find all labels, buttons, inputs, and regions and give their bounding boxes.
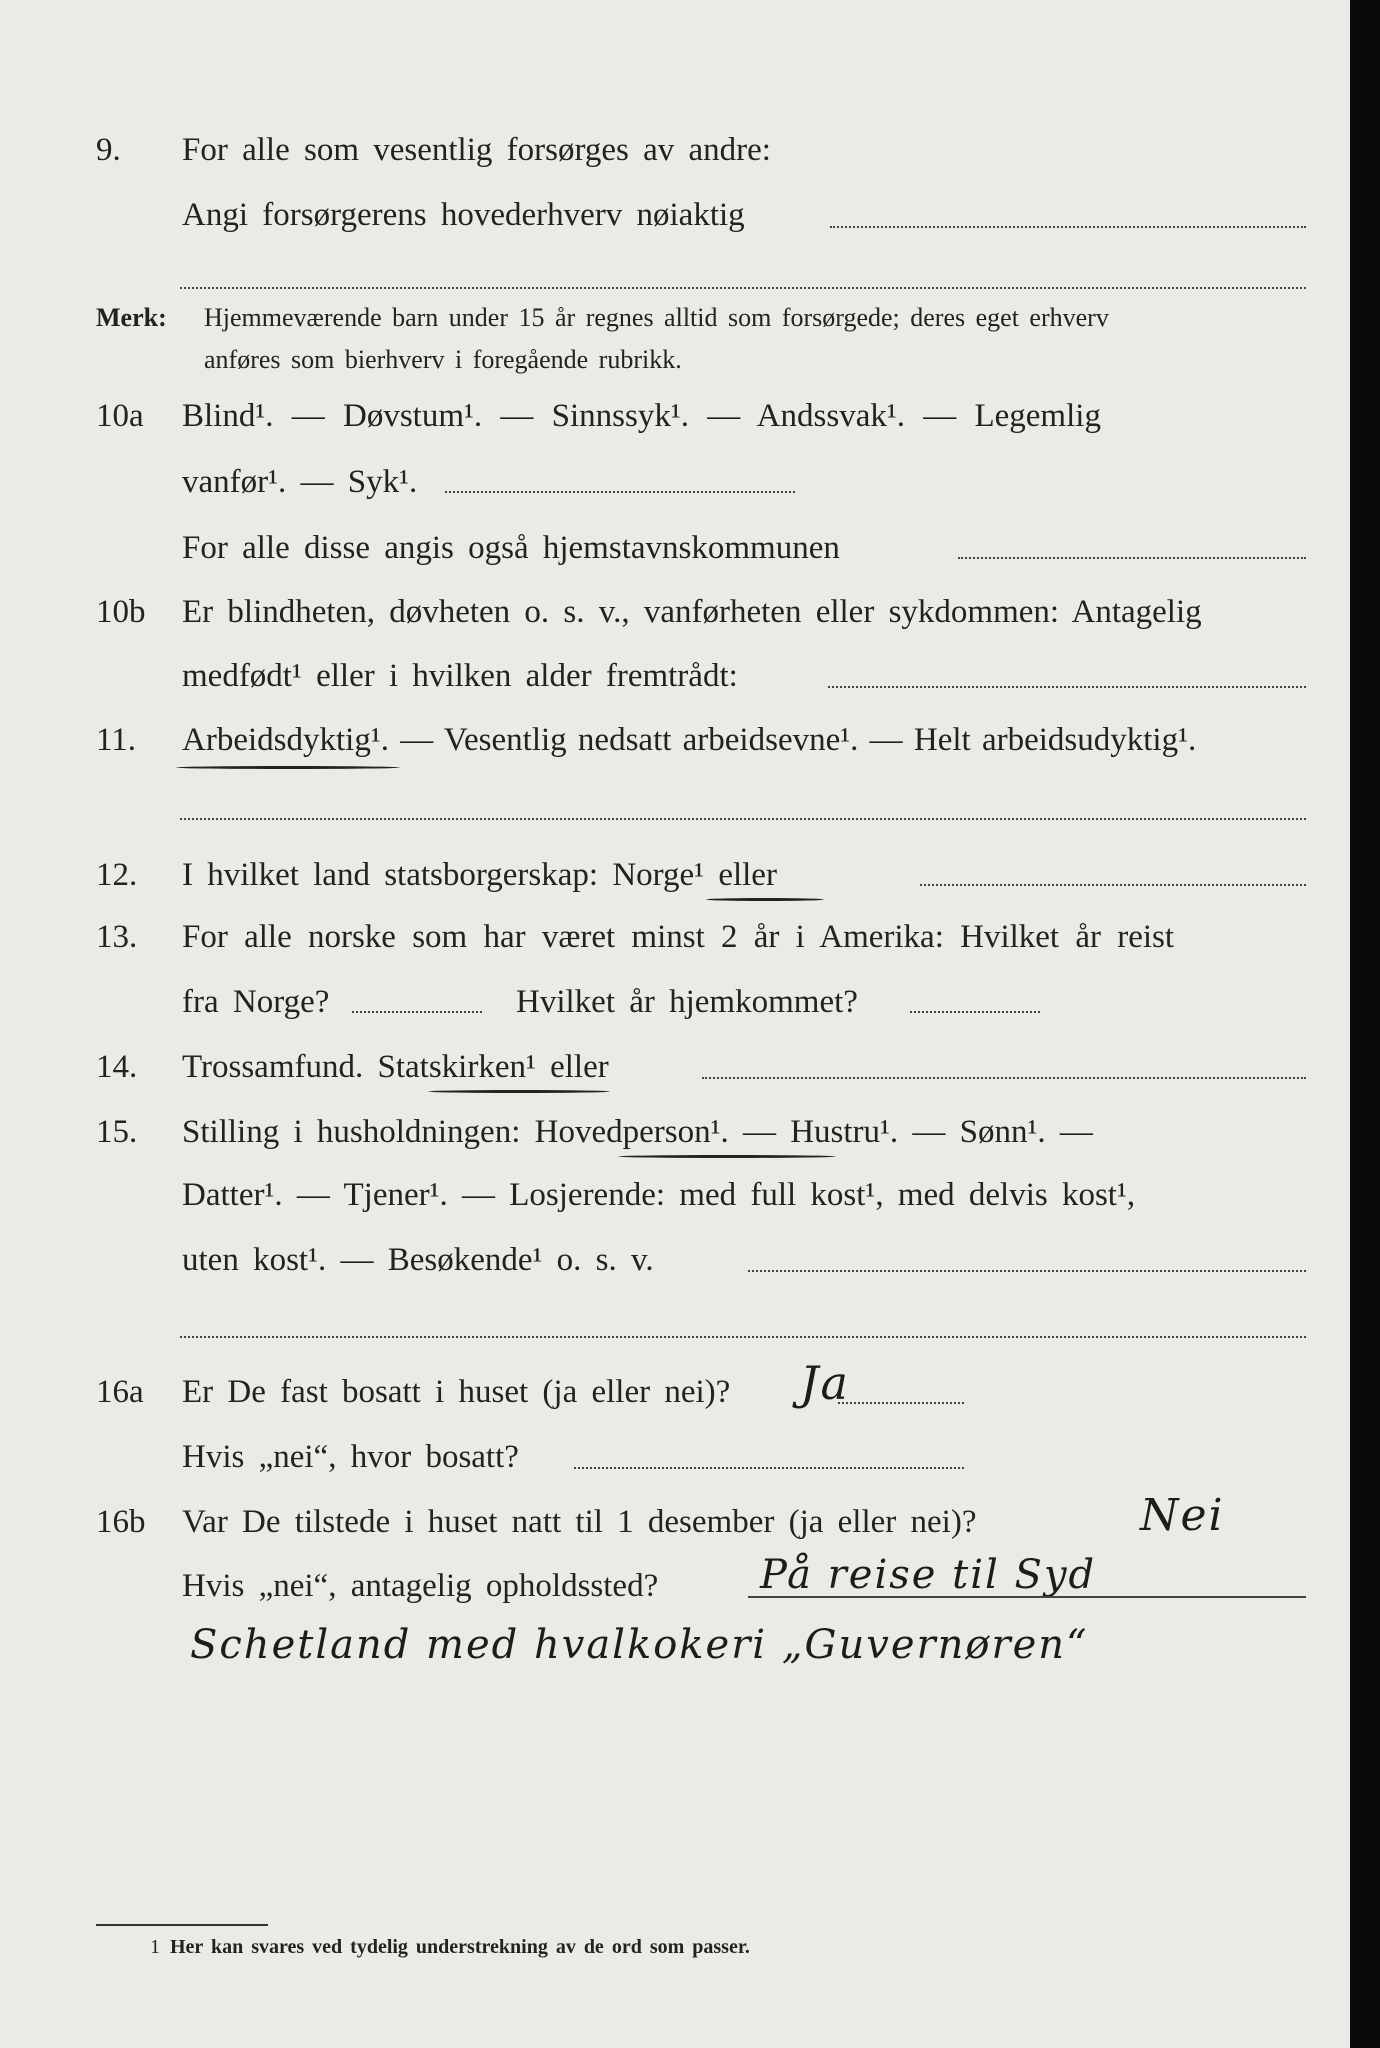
question-10a-line1: Blind¹. — Døvstum¹. — Sinnssyk¹. — Andssvak¹. — Legemlig bbox=[182, 398, 1101, 434]
footnote-text: Her kan svares ved tydelig understrekning av de ord som passer. bbox=[170, 1936, 750, 1958]
item-number-11: 11. bbox=[96, 722, 137, 758]
question-11-line1: Arbeidsdyktig¹. — Vesentlig nedsatt arbeidsevne¹. — Helt arbeidsudyktig¹. bbox=[182, 722, 1197, 758]
handwritten-answer-16b-place: På reise til Syd bbox=[760, 1552, 1097, 1598]
question-13-line1: For alle norske som har været minst 2 år i Amerika: Hvilket år reist bbox=[182, 919, 1175, 955]
answer-line-9a bbox=[830, 226, 1306, 228]
footnote-rule bbox=[96, 1924, 268, 1926]
answer-line-13-hjemkommet bbox=[910, 1011, 1040, 1013]
answer-line-16a bbox=[838, 1402, 964, 1404]
item-number-10b: 10b bbox=[96, 594, 146, 630]
item-number-16b: 16b bbox=[96, 1504, 146, 1540]
question-15-line2: Datter¹. — Tjener¹. — Losjerende: med full kost¹, med delvis kost¹, bbox=[182, 1177, 1136, 1213]
question-9-line1: For alle som vesentlig forsørges av andre: bbox=[182, 132, 771, 168]
item-number-12: 12. bbox=[96, 857, 138, 893]
underline-norge bbox=[706, 898, 824, 901]
answer-line-10a-kommune bbox=[958, 557, 1306, 559]
answer-line-11 bbox=[180, 818, 1306, 820]
question-14-line1: Trossamfund. Statskirken¹ eller bbox=[182, 1049, 609, 1085]
question-13-line2b: Hvilket år hjemkommet? bbox=[516, 984, 858, 1020]
question-16b-line2: Hvis „nei“, antagelig opholdssted? bbox=[182, 1568, 659, 1604]
answer-line-14 bbox=[702, 1077, 1306, 1079]
question-10a-line2: vanfør¹. — Syk¹. bbox=[182, 464, 418, 500]
question-10a-line3: For alle disse angis også hjemstavnskommunen bbox=[182, 530, 840, 566]
merk-line2: anføres som bierhverv i foregående rubrikk. bbox=[204, 345, 682, 374]
item-number-14: 14. bbox=[96, 1049, 138, 1085]
question-9-line2: Angi forsørgerens hovederhverv nøiaktig bbox=[182, 197, 745, 233]
item-number-16a: 16a bbox=[96, 1374, 144, 1410]
handwritten-answer-16b: Nei bbox=[1140, 1490, 1225, 1541]
answer-line-12 bbox=[920, 884, 1306, 886]
merk-label: Merk: bbox=[96, 303, 167, 332]
question-15-line1: Stilling i husholdningen: Hovedperson¹. — Hustru¹. — Sønn¹. — bbox=[182, 1114, 1093, 1150]
answer-line-16b bbox=[748, 1596, 1306, 1598]
merk-line1: Hjemmeværende barn under 15 år regnes alltid som forsørgede; deres eget erhverv bbox=[204, 303, 1109, 332]
item-number-15: 15. bbox=[96, 1114, 138, 1150]
answer-line-10b bbox=[828, 686, 1306, 688]
answer-line-9b bbox=[180, 287, 1306, 289]
question-16b-line1: Var De tilstede i huset natt til 1 desember (ja eller nei)? bbox=[182, 1504, 977, 1540]
underline-arbeidsdyktig bbox=[176, 766, 400, 769]
answer-line-10a-syk bbox=[445, 491, 795, 493]
question-13-line2a: fra Norge? bbox=[182, 984, 330, 1020]
item-number-9: 9. bbox=[96, 132, 121, 168]
question-15-line3: uten kost¹. — Besøkende¹ o. s. v. bbox=[182, 1242, 654, 1278]
question-12-line1: I hvilket land statsborgerskap: Norge¹ eller bbox=[182, 857, 777, 893]
answer-line-16a-bosatt bbox=[574, 1467, 964, 1469]
scan-border bbox=[1350, 0, 1380, 2048]
handwritten-answer-16a: Ja bbox=[800, 1356, 850, 1410]
underline-statskirken bbox=[428, 1090, 610, 1093]
underline-hovedperson bbox=[618, 1155, 836, 1158]
handwritten-answer-16b-place-cont: Schetland med hvalkokeri „Guvernøren“ bbox=[190, 1622, 1089, 1668]
answer-line-15b bbox=[180, 1336, 1306, 1338]
item-number-10a: 10a bbox=[96, 398, 144, 434]
question-16a-line1: Er De fast bosatt i huset (ja eller nei)? bbox=[182, 1374, 731, 1410]
question-16a-line2: Hvis „nei“, hvor bosatt? bbox=[182, 1439, 519, 1475]
question-10b-line1: Er blindheten, døvheten o. s. v., vanførheten eller sykdommen: Antagelig bbox=[182, 594, 1202, 630]
answer-line-13-reist bbox=[352, 1011, 482, 1013]
question-10b-line2: medfødt¹ eller i hvilken alder fremtrådt: bbox=[182, 658, 738, 694]
footnote-mark: 1 bbox=[150, 1936, 160, 1958]
answer-line-15a bbox=[748, 1270, 1306, 1272]
item-number-13: 13. bbox=[96, 919, 138, 955]
